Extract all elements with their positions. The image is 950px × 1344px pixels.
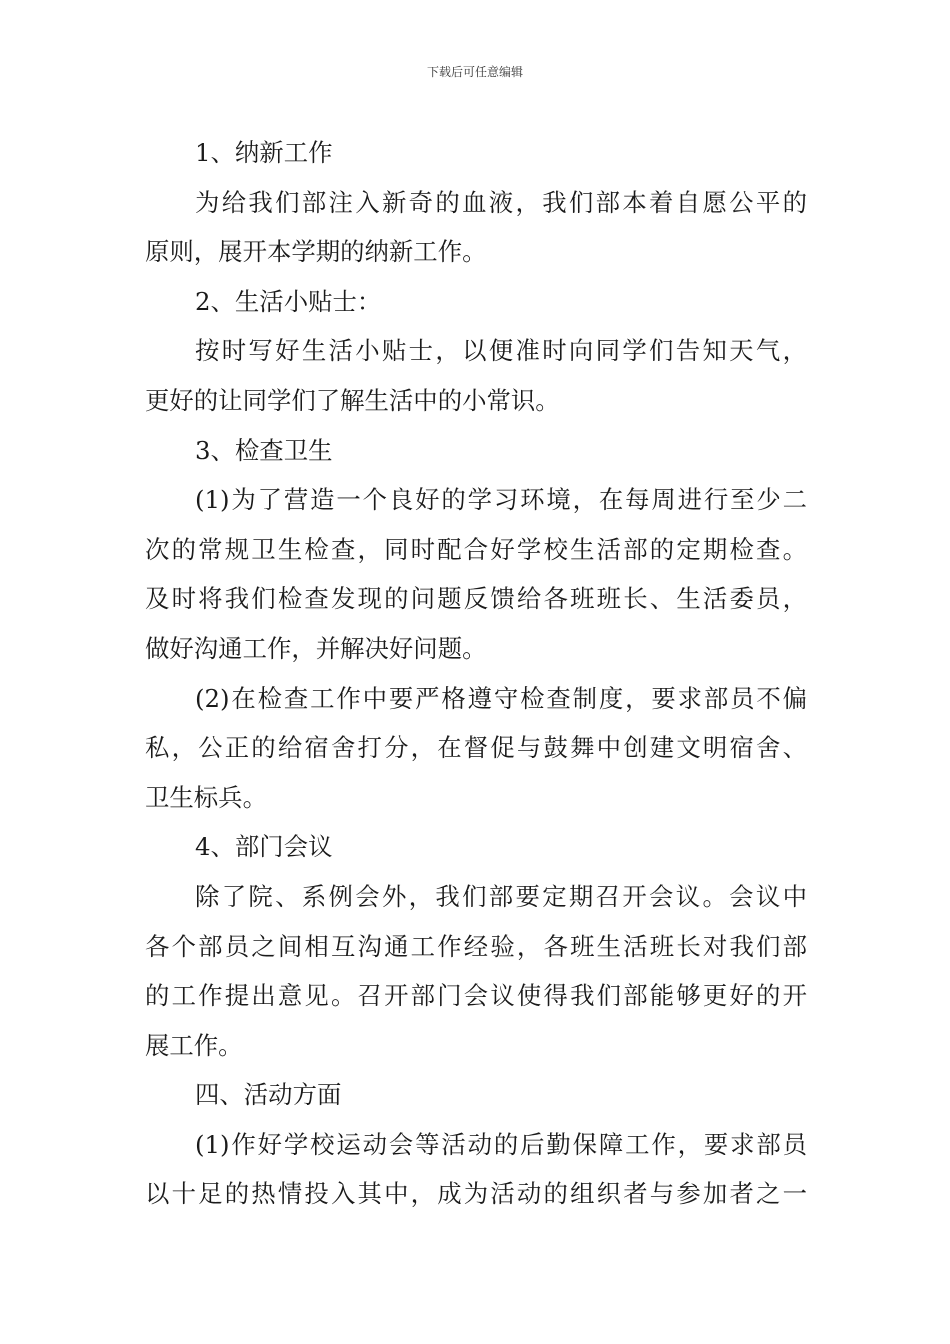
paragraph-line: 为给我们部注入新奇的血液，我们部本着自愿公平的	[195, 187, 807, 217]
paragraph-line: 的工作提出意见。召开部门会议使得我们部能够更好的开	[145, 981, 807, 1011]
heading-recruitment: 1、纳新工作	[195, 138, 333, 167]
heading-department-meeting: 4、部门会议	[195, 832, 333, 862]
heading-hygiene-check: 3、检查卫生	[195, 435, 333, 465]
paragraph-line: 私，公正的给宿舍打分，在督促与鼓舞中创建文明宿舍、	[145, 733, 807, 763]
paragraph-line: 各个部员之间相互沟通工作经验，各班生活班长对我们部	[145, 931, 807, 961]
page-header: 下载后可任意编辑	[426, 65, 523, 79]
paragraph-line: 更好的让同学们了解生活中的小常识。	[145, 385, 560, 415]
paragraph-line: 原则，展开本学期的纳新工作。	[145, 237, 487, 267]
paragraph-line: 除了院、系例会外，我们部要定期召开会议。会议中	[195, 881, 807, 911]
paragraph-line: 以十足的热情投入其中，成为活动的组织者与参加者之一	[145, 1179, 807, 1209]
paragraph-line: (2)在检查工作中要严格遵守检查制度，要求部员不偏	[195, 683, 807, 713]
paragraph-line: (1)为了营造一个良好的学习环境，在每周进行至少二	[195, 485, 807, 515]
paragraph-line: 及时将我们检查发现的问题反馈给各班班长、生活委员，	[145, 584, 807, 614]
heading-life-tips: 2、生活小贴士：	[195, 286, 382, 316]
paragraph-line: 按时写好生活小贴士，以便准时向同学们告知天气，	[195, 336, 807, 366]
heading-activities: 四、活动方面	[195, 1080, 342, 1110]
document-body	[145, 128, 807, 1219]
paragraph-line: 做好沟通工作，并解决好问题。	[145, 633, 487, 663]
paragraph-line: 次的常规卫生检查，同时配合好学校生活部的定期检查。	[145, 534, 807, 564]
paragraph-line: (1)作好学校运动会等活动的后勤保障工作，要求部员	[195, 1129, 807, 1159]
paragraph-line: 卫生标兵。	[145, 782, 267, 812]
paragraph-line: 展工作。	[145, 1030, 243, 1060]
